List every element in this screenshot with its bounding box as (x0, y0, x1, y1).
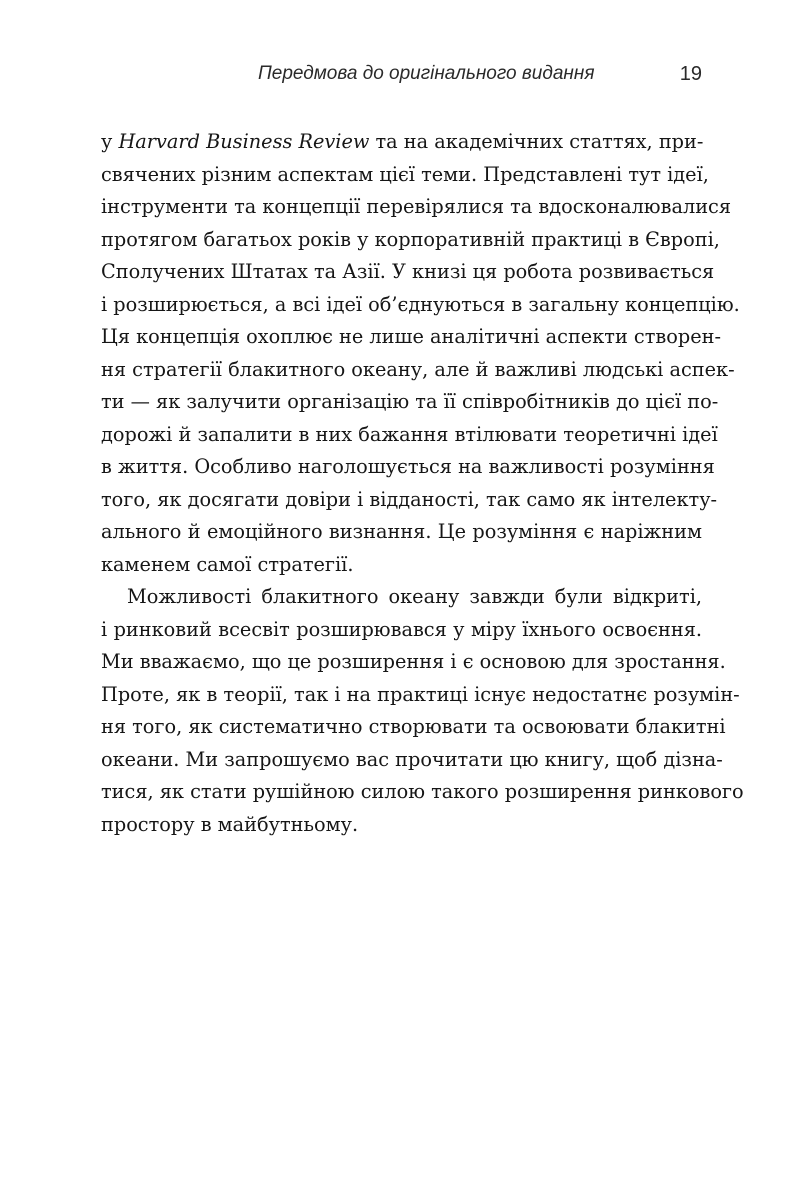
text-line: і ринковий всесвіт розширювався у міру їхнього освоєння. (101, 617, 702, 641)
text-run: та на академічних статтях, при- (369, 130, 704, 153)
text-line: Ця концепція охоплює не лише аналітичні аспекти створен- (101, 325, 721, 348)
text-line: океани. Ми запрошуємо вас прочитати цю книгу, щоб дізна- (101, 747, 723, 771)
running-title: Передмова до оригінального видання (258, 63, 595, 84)
text-run: у (101, 130, 119, 153)
text-line: в життя. Особливо наголошується на важливості розуміння (101, 455, 715, 478)
page-number: 19 (679, 63, 702, 85)
text-line: дорожі й запалити в них бажання втілювати теоретичні ідеї (101, 422, 718, 446)
text-line: ня стратегії блакитного океану, але й важливі людські аспек- (101, 357, 735, 381)
text-line: Проте, як в теорії, так і на практиці існує недостатнє розумін- (101, 682, 740, 706)
text-line: Сполучених Штатах та Азії. У книзі ця робота розвивається (101, 260, 715, 283)
text-line: ти — як залучити організацію та її співробітників до цієї по- (101, 390, 719, 413)
text-line: Можливості блакитного океану завжди були відкриті, (127, 585, 702, 608)
text-line: ня того, як систематично створювати та освоювати блакитні (101, 715, 726, 738)
paragraph (101, 126, 740, 581)
running-head (0, 63, 800, 91)
text-line: Ми вважаємо, що це розширення і є основою для зростання. (101, 650, 726, 673)
body-text (101, 126, 744, 841)
text-line: протягом багатьох років у корпоративній практиці в Європі, (101, 227, 720, 251)
text-line: і розширюється, а всі ідеї об’єднуються в загальну концепцію. (101, 292, 740, 316)
text-line: тися, як стати рушійною силою такого розширення ринкового (101, 780, 744, 803)
text-line: простору в майбутньому. (101, 812, 359, 836)
text-line: того, як досягати довіри і відданості, так само як інтелекту- (101, 487, 718, 511)
paragraph (101, 581, 744, 841)
text-line (101, 126, 702, 159)
text-line: свячених різним аспектам цієї теми. Представлені тут ідеї, (101, 162, 709, 186)
text-line: інструменти та концепції перевірялися та вдосконалювалися (101, 195, 732, 218)
text-line: ального й емоційного визнання. Це розуміння є наріжним (101, 520, 702, 543)
text-line: каменем самої стратегії. (101, 552, 354, 576)
journal-title: Harvard Business Review (118, 130, 370, 153)
